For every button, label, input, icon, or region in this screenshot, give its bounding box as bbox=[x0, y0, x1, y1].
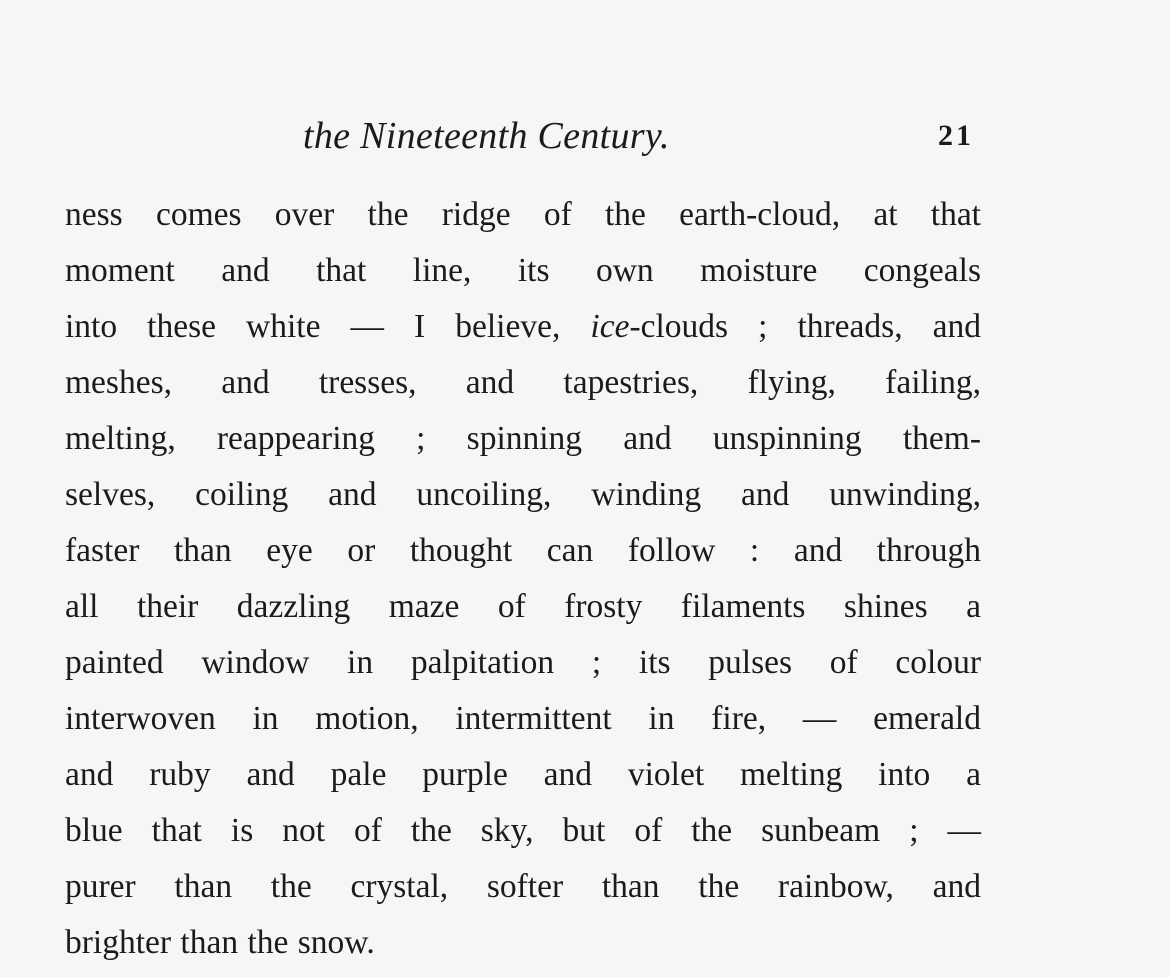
text-line: ness comes over the ridge of the earth-cloud, at that bbox=[65, 196, 981, 233]
text-line: interwoven in motion, intermittent in fire, — emerald bbox=[65, 700, 981, 737]
text-segment: -clouds ; threads, and bbox=[629, 308, 981, 345]
text-line: meshes, and tresses, and tapestries, flying, failing, bbox=[65, 364, 981, 401]
text-line: selves, coiling and uncoiling, winding and unwinding, bbox=[65, 476, 981, 513]
text-line: melting, reappearing ; spinning and unspinning them- bbox=[65, 420, 981, 457]
text-line: and ruby and pale purple and violet melting into a bbox=[65, 756, 981, 793]
text-line: brighter than the snow. bbox=[65, 924, 375, 961]
text-line: all their dazzling maze of frosty filaments shines a bbox=[65, 588, 981, 625]
text-line: faster than eye or thought can follow : and through bbox=[65, 532, 981, 569]
text-line bbox=[65, 305, 981, 361]
running-title: the Nineteenth Century. bbox=[303, 115, 670, 157]
italic-word: ice bbox=[590, 308, 630, 345]
text-line: purer than the crystal, softer than the rainbow, and bbox=[65, 868, 981, 905]
text-line: blue that is not of the sky, but of the sunbeam ; — bbox=[65, 812, 981, 849]
text-segment: into these white — I believe, bbox=[65, 308, 591, 345]
body-text bbox=[65, 193, 981, 977]
page-number: 21 bbox=[938, 119, 974, 152]
text-line: moment and that line, its own moisture congeals bbox=[65, 252, 981, 289]
text-line: painted window in palpitation ; its pulses of colour bbox=[65, 644, 981, 681]
